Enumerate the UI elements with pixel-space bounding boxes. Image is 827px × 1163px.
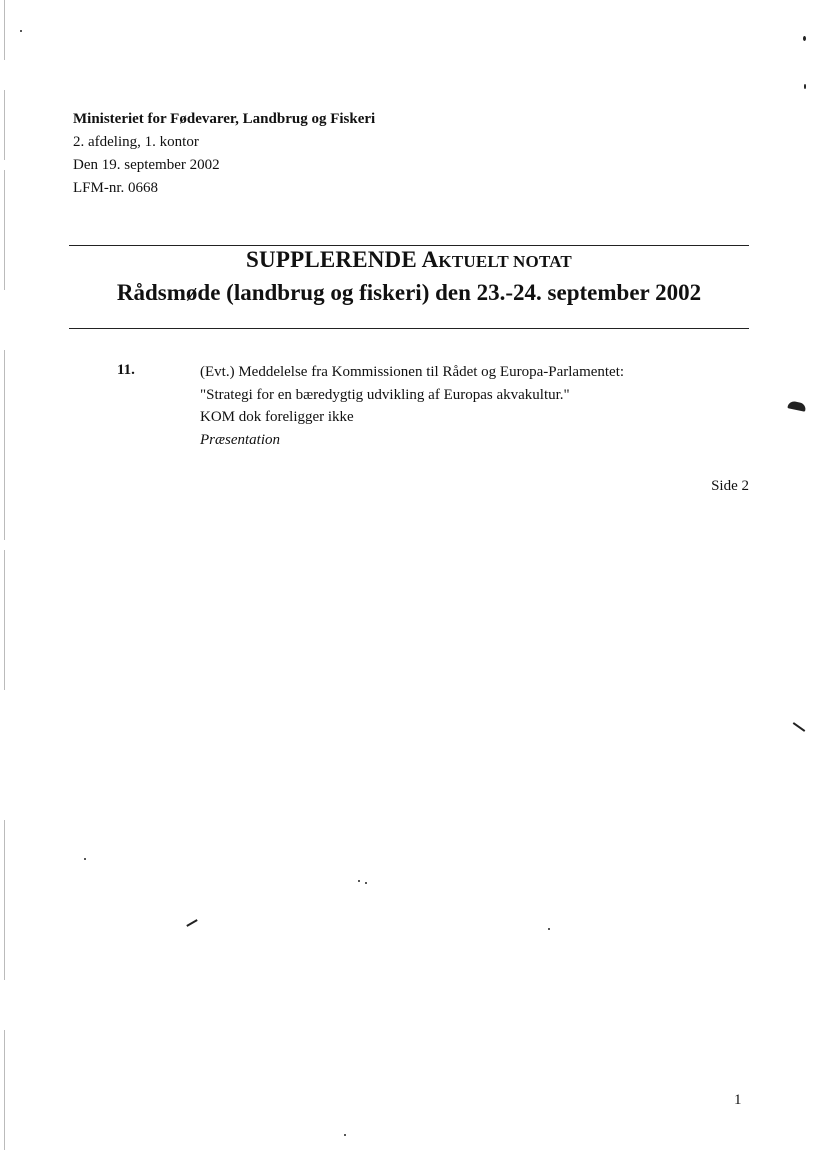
title-main: SUPPLERENDE [246,247,422,272]
agenda-item-line: "Strategi for en bæredygtig udvikling af Europas akvakultur." [200,386,570,403]
scan-speck [358,880,360,882]
ministry-name: Ministeriet for Fødevarer, Landbrug og Fiskeri [73,111,376,127]
department-line: 2. afdeling, 1. kontor [73,134,199,150]
scan-speck [20,30,22,32]
document-date: Den 19. september 2002 [73,157,220,173]
scan-edge-mark [4,350,5,540]
title-bottom-rule [69,328,749,329]
agenda-item-status: Præsentation [200,431,281,448]
scan-edge-mark [4,0,5,60]
agenda-item-body [200,361,624,451]
side-label: Side 2 [711,478,749,494]
scan-smudge [787,400,806,412]
agenda-item-line: KOM dok foreligger ikke [200,409,354,425]
scan-speck [84,858,86,860]
scan-edge-mark [4,550,5,690]
reference-number: LFM-nr. 0668 [73,180,159,196]
scan-smudge [793,722,806,732]
scan-edge-mark [4,90,5,160]
document-title [69,247,749,273]
meeting-title: Rådsmøde (landbrug og fiskeri) den 23.-24. september 2002 [116,280,702,305]
page-number: 1 [734,1092,742,1108]
scan-smudge [186,919,197,927]
title-top-rule [69,245,749,246]
agenda-item-number: 11. [117,362,135,378]
scan-speck [365,882,367,884]
agenda-item-line: (Evt.) Meddelelse fra Kommissionen til Rådet og Europa-Parlamentet: [200,364,625,380]
scan-edge-mark [4,170,5,290]
scan-speck [804,84,806,89]
scan-speck [344,1134,346,1136]
title-small-caps: KTUELT NOTAT [438,252,572,271]
scan-edge-mark [4,1030,5,1150]
document-header [73,108,375,200]
scan-speck [803,36,806,41]
scan-speck [548,928,550,930]
title-initial: A [421,247,439,272]
scan-edge-mark [4,820,5,980]
